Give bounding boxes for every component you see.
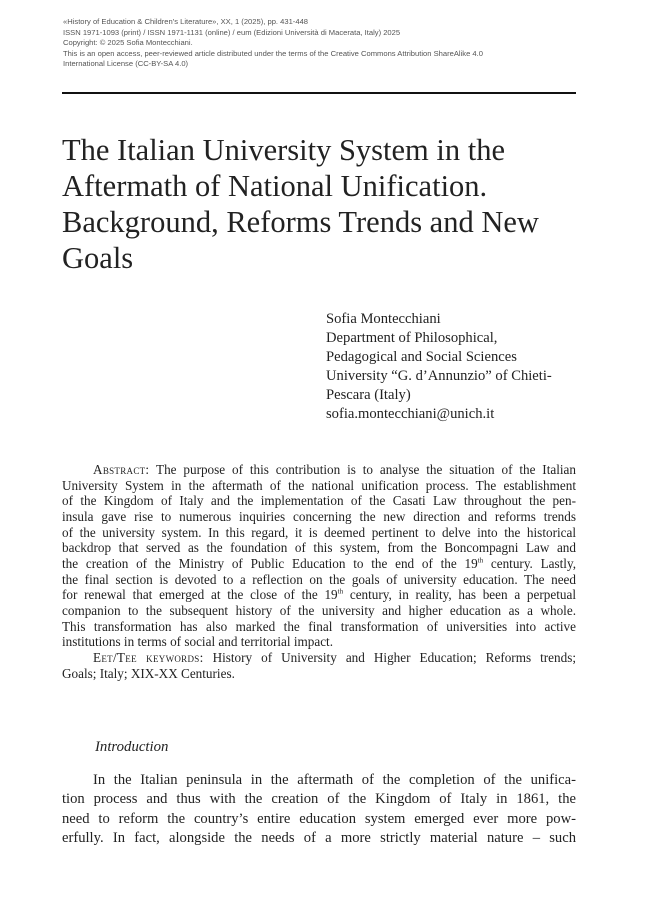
keywords-line: Goals; Italy; XIX-XX Centuries. — [62, 665, 235, 681]
author-block — [326, 310, 586, 425]
title-line: Aftermath of National Unification. — [62, 169, 488, 203]
abstract-line: the creation of the Ministry of Public Education to the end of the 19th century. Lastly, — [62, 555, 577, 571]
abstract-block — [62, 462, 576, 681]
abstract-line: institutions in terms of social and territorial impact. — [62, 634, 334, 650]
keywords-label: Eet/Tee keywords: — [93, 649, 204, 665]
abstract-paragraph — [62, 462, 576, 650]
title-line: Goals — [62, 241, 134, 275]
author-affiliation: Pescara (Italy) — [326, 387, 411, 404]
body-line: need to reform the country’s entire education system emerged ever more pow- — [62, 810, 576, 827]
abstract-line: University System in the aftermath of the national unification process. The establishment — [62, 477, 576, 493]
body-line: erfully. In fact, alongside the needs of a more strictly material nature – such — [62, 830, 576, 847]
abstract-line: of the Kingdom of Italy and the implementation of the Casati Law throughout the pen- — [62, 493, 576, 509]
body-line: In the Italian peninsula in the aftermath of the completion of the unifica- — [93, 772, 576, 788]
title-line: Background, Reforms Trends and New — [62, 205, 539, 239]
author-name: Sofia Montecchiani — [326, 311, 441, 327]
keywords-paragraph — [62, 650, 576, 681]
abstract-line: backdrop that served as the foundation of this system, from the Boncompagni Law and — [62, 540, 576, 556]
title-line: The Italian University System in the — [62, 133, 506, 167]
author-affiliation: University “G. d’Annunzio” of Chieti- — [326, 368, 552, 385]
journal-citation: «History of Education & Children's Literature», XX, 1 (2025), pp. 431-448 — [63, 17, 309, 26]
license-notice-1: This is an open access, peer-reviewed article distributed under the terms of the Creative Commons Attribution ShareAlike 4.0 — [63, 48, 483, 58]
introduction-text — [62, 771, 576, 849]
copyright-notice: Copyright: © 2025 Sofia Montecchiani. — [63, 38, 193, 48]
abstract-line: companion to the subsequent history of the university and higher education as a whole. — [62, 602, 576, 618]
abstract-line: Abstract: The purpose of this contribution is to analyse the situation of the Italian — [93, 462, 576, 477]
body-line: tion process and thus with the creation of the Kingdom of Italy in 1861, the — [62, 791, 576, 808]
abstract-label: Abstract: — [93, 462, 150, 477]
keywords-line: Eet/Tee keywords: History of University and Higher Education; Reforms trends; — [93, 649, 576, 665]
journal-info — [63, 17, 578, 70]
header-rule — [62, 92, 576, 94]
author-email: sofia.montecchiani@unich.it — [326, 406, 495, 423]
abstract-line: the final section is devoted to a reflection on the goals of university education. The need — [62, 571, 576, 587]
author-affiliation: Department of Philosophical, — [326, 330, 498, 347]
abstract-line: of the university system. In this regard, it is deemed pertinent to delve into the historical — [62, 524, 576, 540]
abstract-line: This transformation has also marked the final transformation of universities into active — [62, 618, 576, 634]
abstract-line: for renewal that emerged at the close of the 19th century, in reality, has been a perpetual — [62, 587, 576, 603]
abstract-line: insula gave rise to numerous inquiries concerning the new direction and reforms trends — [62, 508, 576, 524]
author-affiliation: Pedagogical and Social Sciences — [326, 349, 517, 366]
article-title — [62, 132, 562, 276]
license-notice-2: International License (CC-BY-SA 4.0) — [63, 59, 189, 69]
section-heading: Introduction — [95, 739, 169, 755]
journal-issn: ISSN 1971-1093 (print) / ISSN 1971-1131 (online) / eum (Edizioni Università di Macerata, Italy) 2025 — [63, 27, 401, 37]
